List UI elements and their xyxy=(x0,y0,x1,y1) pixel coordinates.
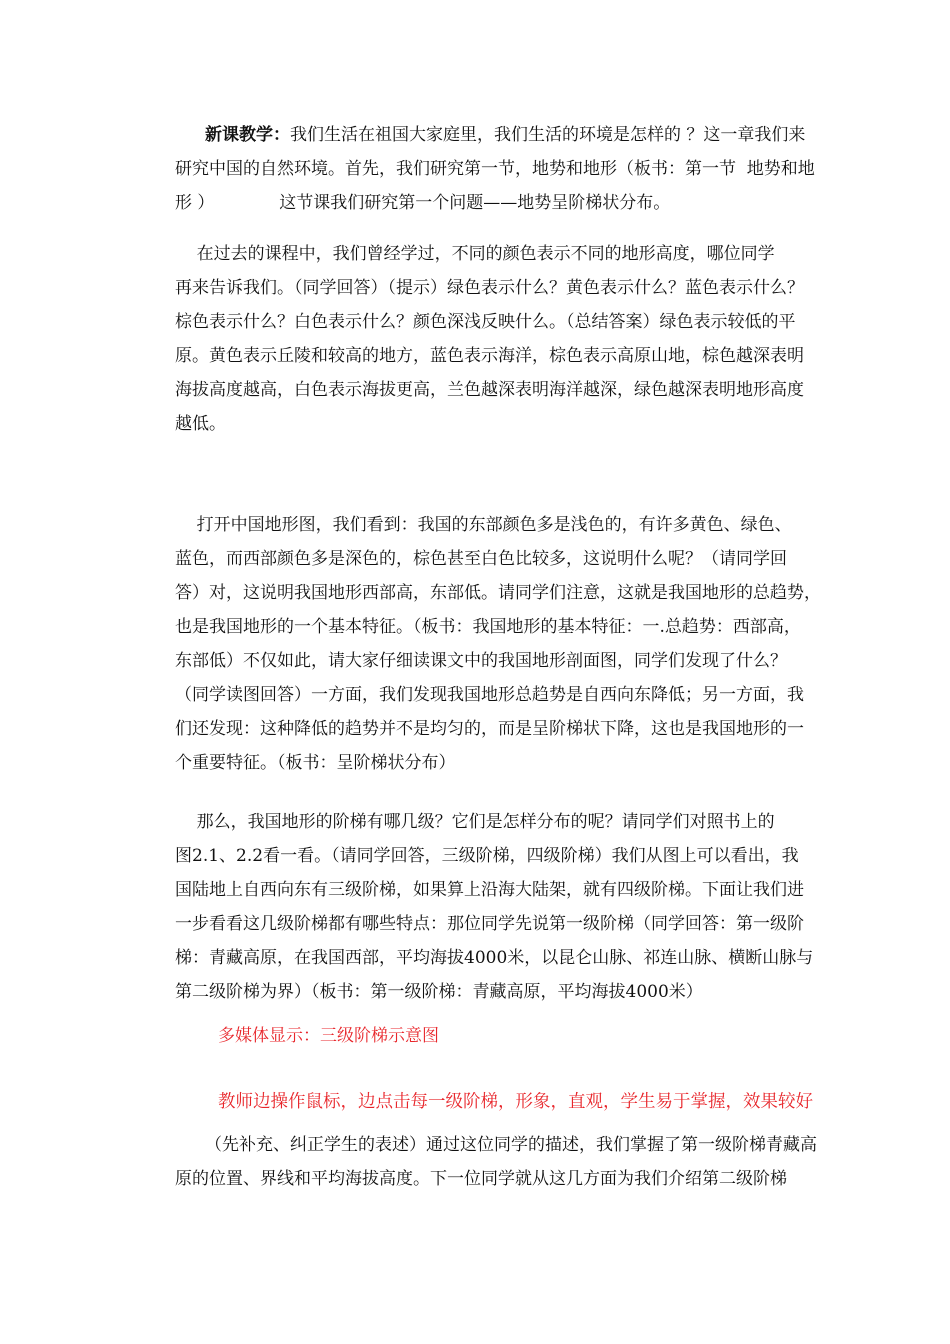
text-line: 在过去的课程中，我们曾经学过，不同的颜色表示不同的地形高度，哪位同学 xyxy=(175,244,775,264)
text-line: 图2.1、2.2看一看。（请同学回答，三级阶梯，四级阶梯）我们从图上可以看出，我 xyxy=(175,846,799,866)
teacher-operation-note xyxy=(218,1085,813,1119)
text-line: 研究中国的自然环境。首先，我们研究第一节，地势和地形（板书：第一节 地势和地 xyxy=(175,159,815,179)
text-line: 那么，我国地形的阶梯有哪几级？它们是怎样分布的呢？请同学们对照书上的 xyxy=(175,812,775,832)
text-line: 们还发现：这种降低的趋势并不是均匀的，而是呈阶梯状下降，这也是我国地形的一 xyxy=(175,719,804,739)
text-line: 多媒体显示：三级阶梯示意图 xyxy=(218,1026,439,1046)
text-line: 东部低）不仅如此，请大家仔细读课文中的我国地形剖面图，同学们发现了什么？ xyxy=(175,651,787,671)
text-line: 原。黄色表示丘陵和较高的地方，蓝色表示海洋，棕色表示高原山地，棕色越深表明 xyxy=(175,346,804,366)
text-line: （先补充、纠正学生的表述）通过这位同学的描述，我们掌握了第一级阶梯青藏高 xyxy=(205,1135,817,1155)
paragraph-supplement xyxy=(175,1128,817,1196)
paragraph-staircase xyxy=(175,805,814,1009)
paragraph-new-lesson xyxy=(175,118,815,220)
text-line: 梯：青藏高原，在我国西部，平均海拔4000米，以昆仑山脉、祁连山脉、横断山脉与 xyxy=(175,948,814,968)
text-line: 原的位置、界线和平均海拔高度。下一位同学就从这几方面为我们介绍第二级阶梯 xyxy=(175,1169,787,1189)
text-line: 棕色表示什么？白色表示什么？颜色深浅反映什么。（总结答案）绿色表示较低的平 xyxy=(175,312,796,332)
text-line: 新课教学：我们生活在祖国大家庭里，我们生活的环境是怎样的 ？这一章我们来 xyxy=(205,125,806,145)
text-line: 第二级阶梯为界）（板书：第一级阶梯：青藏高原，平均海拔4000米） xyxy=(175,982,703,1002)
paragraph-colors xyxy=(175,237,805,441)
text-line: 个重要特征。（板书：呈阶梯状分布） xyxy=(175,753,456,773)
text-line: 越低。 xyxy=(175,414,226,434)
lead-label: 新课教学： xyxy=(205,125,290,145)
text-line: 海拔高度越高，白色表示海拔更高，兰色越深表明海洋越深，绿色越深表明地形高度 xyxy=(175,380,804,400)
text-line: 教师边操作鼠标，边点击每一级阶梯，形象，直观，学生易于掌握，效果较好 xyxy=(218,1092,813,1112)
text-line: 打开中国地形图，我们看到：我国的东部颜色多是浅色的，有许多黄色、绿色、 xyxy=(175,515,792,535)
text-line: 形 ） 这节课我们研究第一个问题——地势呈阶梯状分布。 xyxy=(175,193,671,213)
text-line: 国陆地上自西向东有三级阶梯，如果算上沿海大陆架，就有四级阶梯。下面让我们进 xyxy=(175,880,804,900)
multimedia-note xyxy=(218,1019,808,1053)
text-line: 蓝色，而西部颜色多是深色的，棕色甚至白色比较多，这说明什么呢？（请同学回 xyxy=(175,549,787,569)
text-line: 一步看看这几级阶梯都有哪些特点：那位同学先说第一级阶梯（同学回答：第一级阶 xyxy=(175,914,804,934)
paragraph-terrain-map xyxy=(175,508,821,780)
text-line: 也是我国地形的一个基本特征。（板书：我国地形的基本特征：一.总趋势：西部高， xyxy=(175,617,801,637)
text-line: （同学读图回答）一方面，我们发现我国地形总趋势是自西向东降低；另一方面，我 xyxy=(175,685,804,705)
text-line: 再来告诉我们。（同学回答）（提示）绿色表示什么？黄色表示什么？蓝色表示什么？ xyxy=(175,278,804,298)
text-line: 答）对，这说明我国地形西部高，东部低。请同学们注意，这就是我国地形的总趋势， xyxy=(175,583,821,603)
